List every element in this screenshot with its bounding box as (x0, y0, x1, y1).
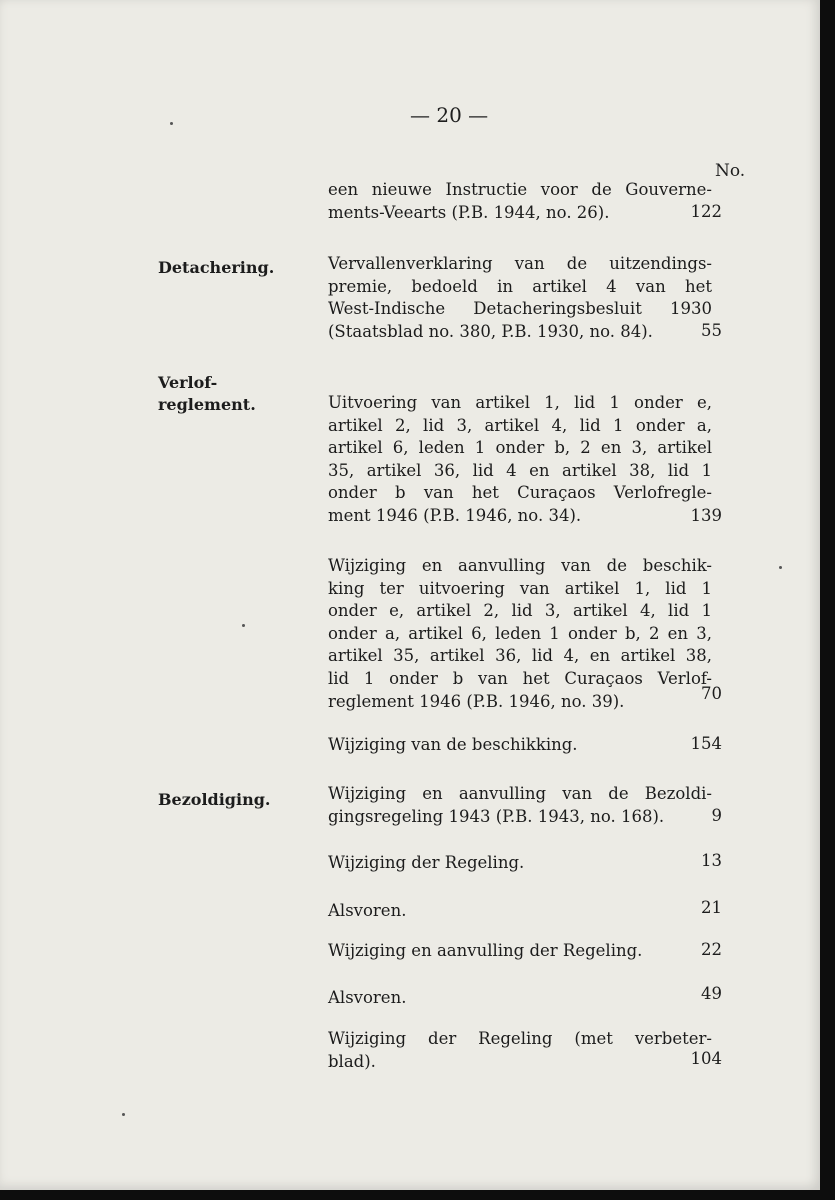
entry-line: (Staatsblad no. 380, P.B. 1930, no. 84). (328, 321, 653, 341)
entry-line: onder e, artikel 2, lid 3, artikel 4, lid 1 (328, 601, 712, 621)
entry-text (328, 783, 712, 828)
entry-line: blad). (328, 1051, 376, 1071)
entry-text (328, 179, 712, 224)
paper-speck (779, 566, 782, 569)
entry-text (328, 900, 712, 923)
entry-text (328, 253, 712, 343)
paper-speck (122, 1113, 125, 1116)
side-label-verlof-1: Verlof- (158, 373, 218, 392)
entry-number: 122 (690, 202, 722, 221)
entry-line: Wijziging der Regeling (met verbeter- (328, 1029, 712, 1048)
entry-line: artikel 35, artikel 36, lid 4, en artikel 38, (328, 646, 712, 666)
entry-number: 21 (701, 898, 722, 917)
number-column-header: No. (715, 161, 746, 181)
entry-number: 139 (690, 506, 722, 525)
entry-line: onder b van het Curaçaos Verlofregle- (328, 483, 712, 503)
entry-line: lid 1 onder b van het Curaçaos Verlof- (328, 668, 712, 688)
entry-line: Wijziging en aanvulling van de Bezoldi- (328, 784, 712, 803)
entry-text (328, 734, 712, 757)
entry-number: 13 (701, 851, 722, 870)
entry-text (328, 940, 712, 963)
entry-line: king ter uitvoering van artikel 1, lid 1 (328, 578, 712, 598)
entry-text (328, 852, 712, 875)
entry-line: ment 1946 (P.B. 1946, no. 34). (328, 505, 582, 525)
entry-line: 35, artikel 36, lid 4 en artikel 38, lid 1 (328, 460, 712, 480)
entry-line: artikel 2, lid 3, artikel 4, lid 1 onder a, (328, 415, 712, 435)
entry-line: Wijziging der Regeling. (328, 853, 525, 872)
paper-speck (170, 122, 173, 125)
entry-number: 154 (690, 734, 722, 753)
entry-number: 70 (701, 684, 722, 703)
entry-line: premie, bedoeld in artikel 4 van het (328, 276, 712, 296)
entry-line: Wijziging en aanvulling van de beschik- (328, 556, 712, 575)
entry-line: Vervallenverklaring van de uitzendings- (328, 254, 712, 273)
entry-line: gingsregeling 1943 (P.B. 1943, no. 168). (328, 806, 665, 826)
entry-line: West-Indische Detacheringsbesluit 1930 (328, 299, 712, 319)
entry-text (328, 987, 712, 1010)
paper-speck (242, 624, 245, 627)
entry-line: Uitvoering van artikel 1, lid 1 onder e, (328, 393, 712, 412)
entry-line: reglement 1946 (P.B. 1946, no. 39). (328, 691, 625, 711)
entry-line: Wijziging van de beschikking. (328, 735, 578, 754)
entry-number: 22 (701, 940, 722, 959)
side-label-detachering: Detachering. (158, 258, 275, 277)
entry-line: Alsvoren. (328, 901, 407, 920)
page-number: — 20 — (410, 103, 489, 127)
entry-line: Alsvoren. (328, 988, 407, 1007)
entry-number: 104 (690, 1049, 722, 1068)
entry-number: 9 (711, 806, 722, 825)
side-label-verlof-2: reglement. (158, 395, 256, 414)
entry-line: een nieuwe Instructie voor de Gouverne- (328, 180, 712, 199)
entry-number: 49 (701, 984, 722, 1003)
entry-number: 55 (701, 321, 722, 340)
side-label-bezoldiging: Bezoldiging. (158, 790, 271, 809)
entry-line: ments-Veearts (P.B. 1944, no. 26). (328, 202, 610, 222)
entry-text (328, 392, 712, 528)
entry-text (328, 555, 712, 713)
entry-line: artikel 6, leden 1 onder b, 2 en 3, artikel (328, 438, 712, 458)
entry-line: Wijziging en aanvulling der Regeling. (328, 941, 643, 960)
entry-text (328, 1028, 712, 1073)
entry-line: onder a, artikel 6, leden 1 onder b, 2 en 3, (328, 623, 712, 643)
